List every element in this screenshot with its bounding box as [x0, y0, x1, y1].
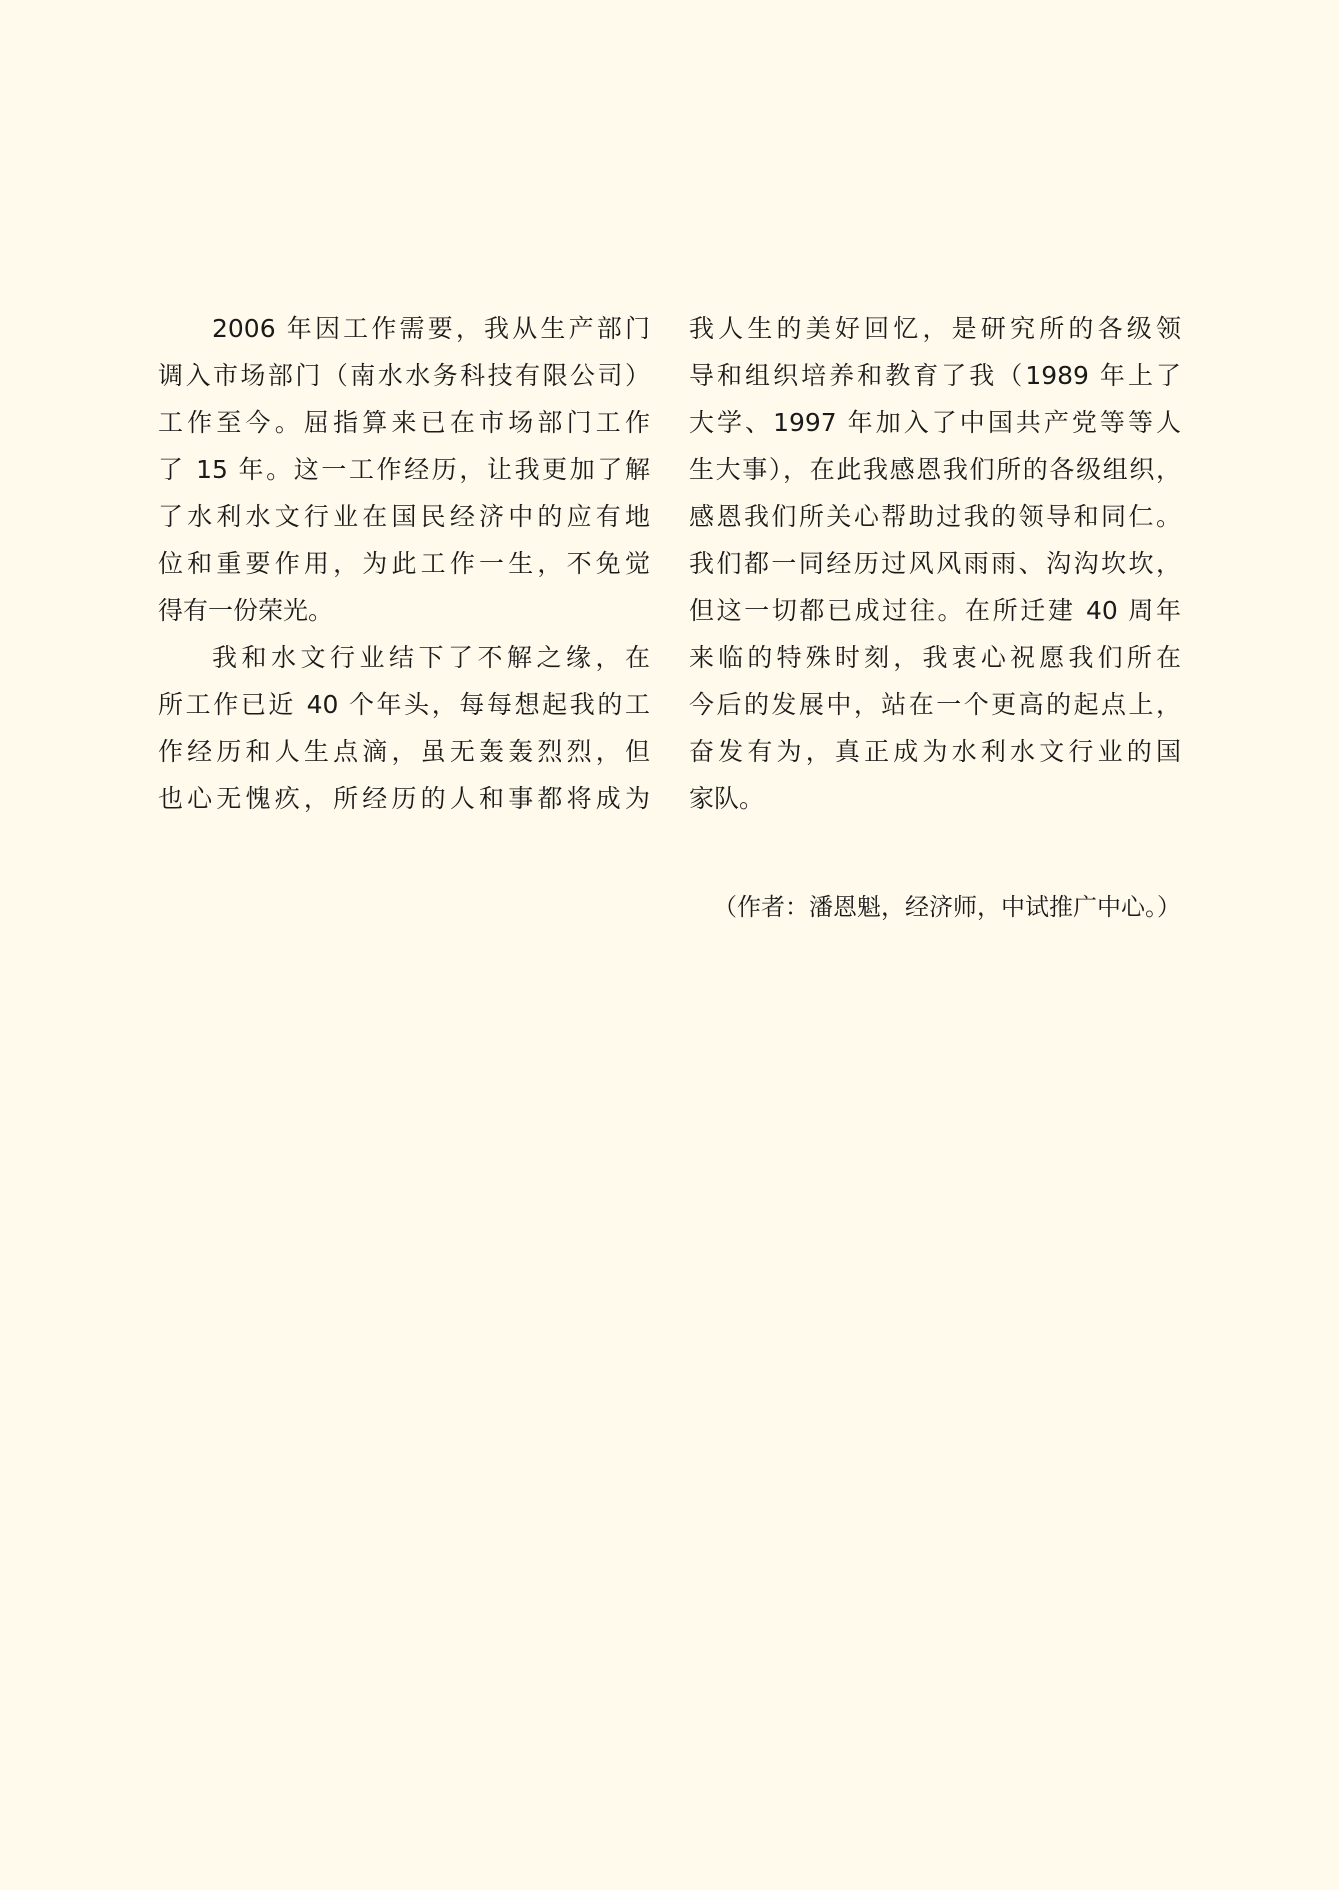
text-line: 来临的特殊时刻，我衷心祝愿我们所在: [689, 643, 1181, 672]
text-line: 导和组织培养和教育了我（1989 年上了: [689, 361, 1181, 390]
text-line: 所工作已近 40 个年头，每每想起我的工: [158, 690, 650, 719]
text-line: 今后的发展中，站在一个更高的起点上，: [689, 690, 1181, 719]
text-line: 作经历和人生点滴，虽无轰轰烈烈，但: [158, 737, 650, 766]
left-column: [158, 305, 650, 822]
text-line: 得有一份荣光。: [158, 596, 334, 625]
text-line: 家队。: [689, 784, 765, 813]
text-line: 工作至今。屈指算来已在市场部门工作: [158, 408, 650, 437]
text-line: 调入市场部门（南水水务科技有限公司）: [158, 361, 650, 390]
text-line: 大学、1997 年加入了中国共产党等等人: [689, 408, 1181, 437]
text-line: 位和重要作用，为此工作一生，不免觉: [158, 549, 650, 578]
text-line: 也心无愧疚，所经历的人和事都将成为: [158, 784, 650, 813]
author-byline: （作者：潘恩魁，经济师，中试推广中心。）: [713, 893, 1181, 921]
text-line: 了水利水文行业在国民经济中的应有地: [158, 502, 650, 531]
text-line: 生大事），在此我感恩我们所的各级组织，: [689, 455, 1181, 484]
text-line: 2006 年因工作需要，我从生产部门: [212, 314, 650, 343]
text-line: 但这一切都已成过往。在所迁建 40 周年: [689, 596, 1181, 625]
text-line: 奋发有为，真正成为水利水文行业的国: [689, 737, 1181, 766]
text-line: 我人生的美好回忆，是研究所的各级领: [689, 314, 1181, 343]
text-line: 了 15 年。这一工作经历，让我更加了解: [158, 455, 650, 484]
text-line: 我和水文行业结下了不解之缘，在: [212, 643, 650, 672]
text-line: 感恩我们所关心帮助过我的领导和同仁。: [689, 502, 1181, 531]
right-column: [689, 305, 1181, 822]
text-line: 我们都一同经历过风风雨雨、沟沟坎坎，: [689, 549, 1181, 578]
